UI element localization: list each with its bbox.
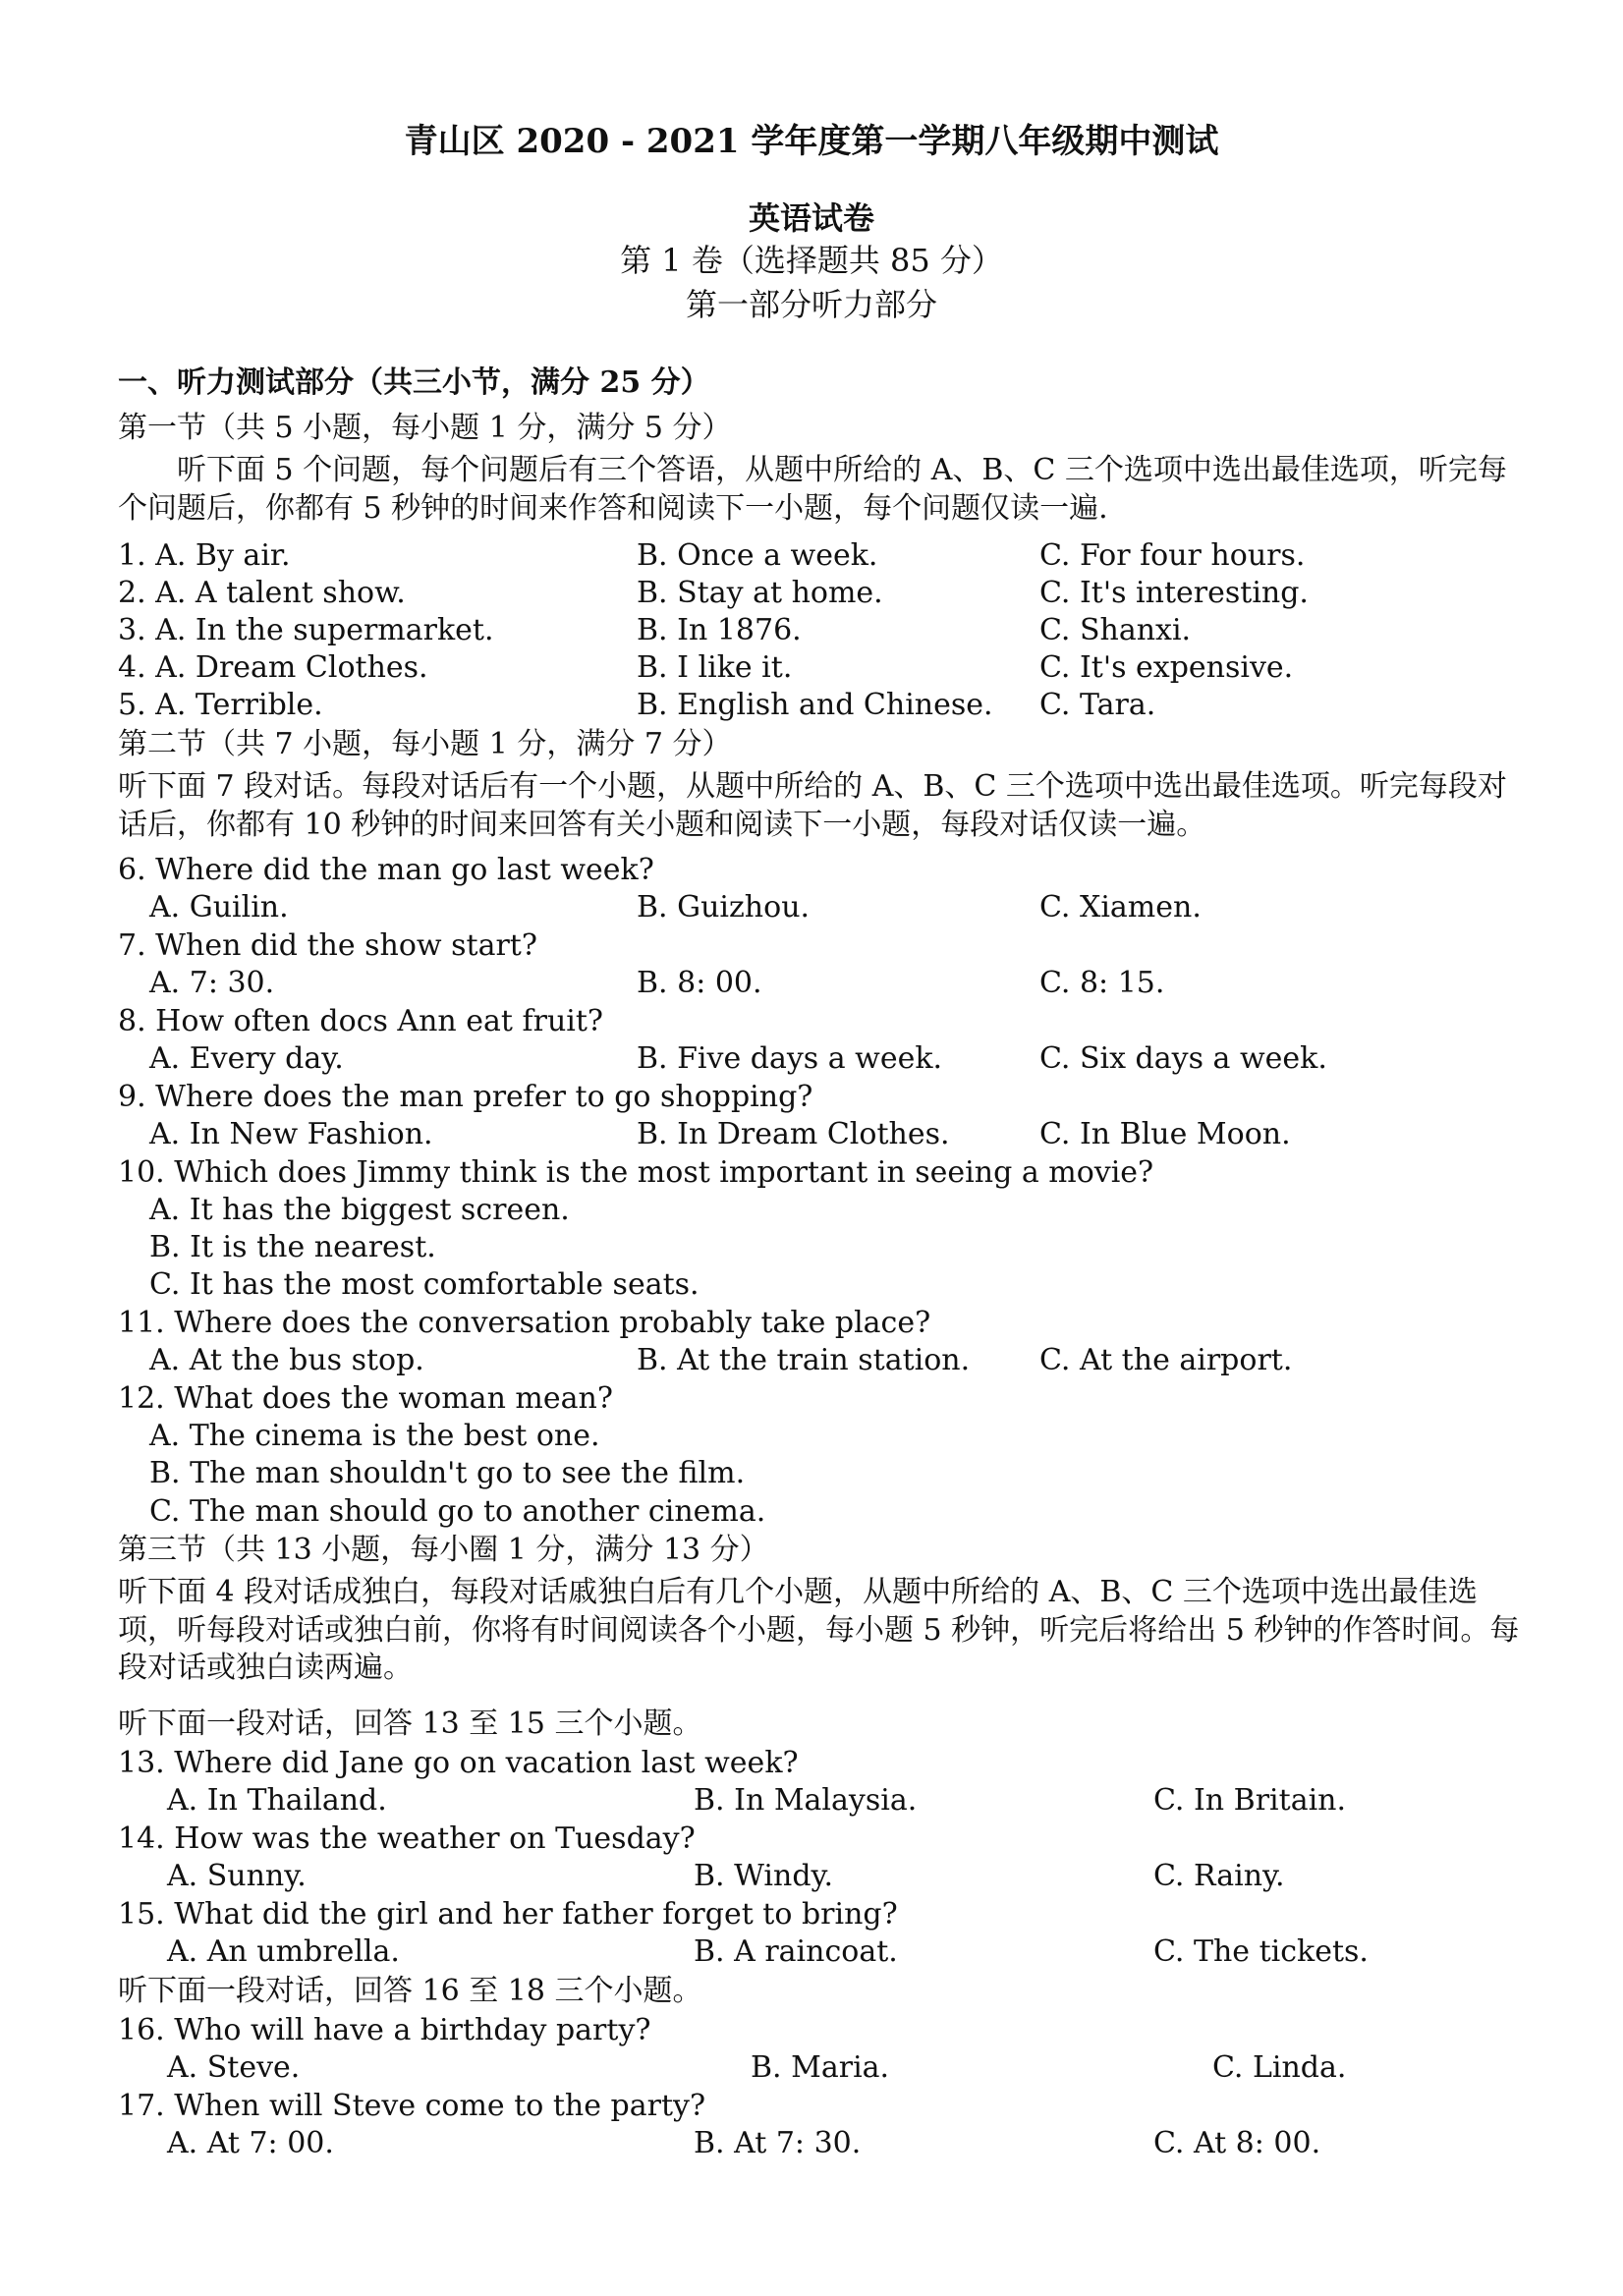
option-b: B. Once a week. <box>637 538 878 573</box>
question-stem: 12. What does the woman mean? <box>118 1381 613 1416</box>
option-c: C. Xiamen. <box>1039 890 1202 924</box>
question-stem: 15. What did the girl and her father forget to bring? <box>118 1897 898 1932</box>
option-c: C. Rainy. <box>1153 1859 1285 1893</box>
option-c: C. It's interesting. <box>1039 576 1309 610</box>
part-title: 第一部分听力部分 <box>685 286 937 323</box>
exam-title: 青山区 2020 - 2021 学年度第一学期八年级期中测试 <box>404 122 1219 161</box>
option-b: B. Five days a week. <box>637 1041 943 1076</box>
question-stem: 6. Where did the man go last week? <box>118 853 654 887</box>
option-a: A. In New Fashion. <box>149 1117 433 1151</box>
question-stem: 13. Where did Jane go on vacation last week? <box>118 1746 799 1780</box>
option-b: B. The man shouldn't go to see the film. <box>149 1456 746 1490</box>
section-heading: 一、听力测试部分（共三小节，满分 25 分） <box>118 365 710 400</box>
option-a: 3. A. In the supermarket. <box>118 613 494 647</box>
subject-title: 英语试卷 <box>748 199 874 237</box>
question-stem: 7. When did the show start? <box>118 928 537 963</box>
option-a: 1. A. By air. <box>118 538 291 573</box>
sec3-heading: 第三节（共 13 小题，每小圈 1 分，满分 13 分） <box>118 1533 769 1567</box>
option-b: B. It is the nearest. <box>149 1230 436 1264</box>
option-a: A. It has the biggest screen. <box>149 1193 570 1227</box>
option-a: 4. A. Dream Clothes. <box>118 650 428 685</box>
option-c: C. In Blue Moon. <box>1039 1117 1291 1151</box>
option-b: B. 8: 00. <box>637 966 762 1000</box>
sec3-group-1: 听下面一段对话，回答 13 至 15 三个小题。 <box>118 1707 702 1741</box>
question-stem: 11. Where does the conversation probably take place? <box>118 1306 931 1340</box>
option-c: C. Linda. <box>1212 2050 1347 2085</box>
option-c: C. Six days a week. <box>1039 1041 1327 1076</box>
sec1-heading: 第一节（共 5 小题，每小题 1 分，满分 5 分） <box>118 411 732 445</box>
option-c: C. It's expensive. <box>1039 650 1294 685</box>
option-a: A. The cinema is the best one. <box>149 1419 600 1453</box>
option-c: C. It has the most comfortable seats. <box>149 1267 700 1302</box>
option-b: B. A raincoat. <box>694 1934 898 1969</box>
option-b: B. Windy. <box>694 1859 834 1893</box>
sec3-group-2: 听下面一段对话，回答 16 至 18 三个小题。 <box>118 1974 702 2008</box>
option-c: C. At the airport. <box>1039 1343 1293 1377</box>
option-a: A. Sunny. <box>167 1859 307 1893</box>
option-c: C. The man should go to another cinema. <box>149 1494 766 1529</box>
option-b: B. In 1876. <box>637 613 802 647</box>
option-b: B. English and Chinese. <box>637 688 993 722</box>
question-stem: 14. How was the weather on Tuesday? <box>118 1821 696 1856</box>
question-stem: 9. Where does the man prefer to go shopping? <box>118 1080 813 1114</box>
volume-title: 第 1 卷（选择题共 85 分） <box>620 242 1003 279</box>
sec2-instruction: 听下面 7 段对话。每段对话后有一个小题，从题中所给的 A、B、C 三个选项中选出最佳选项。听完每段对话后，你都有 10 秒钟的时间来回答有关小题和阅读下一小题，每段对话仅读一遍。 <box>118 769 1507 842</box>
question-stem: 8. How often docs Ann eat fruit? <box>118 1004 604 1038</box>
option-a: 2. A. A talent show. <box>118 576 406 610</box>
option-a: A. Steve. <box>167 2050 301 2085</box>
option-a: A. At the bus stop. <box>149 1343 424 1377</box>
option-a: A. An umbrella. <box>167 1934 400 1969</box>
option-a: A. Guilin. <box>149 890 289 924</box>
option-a: A. Every day. <box>149 1041 344 1076</box>
option-c: C. In Britain. <box>1153 1783 1347 1818</box>
question-stem: 16. Who will have a birthday party? <box>118 2013 651 2047</box>
question-stem: 10. Which does Jimmy think is the most important in seeing a movie? <box>118 1155 1154 1190</box>
option-a: A. 7: 30. <box>149 966 275 1000</box>
sec3-instruction: 听下面 4 段对话成独白，每段对话戚独白后有几个小题，从题中所给的 A、B、C 三个选项中选出最佳选项，听每段对话或独白前，你将有时间阅读各个小题，每小题 5 秒钟，听完后将给出 5 秒钟的作答时间。每段对话或独白读两遍。 <box>118 1575 1520 1685</box>
sec2-heading: 第二节（共 7 小题，每小题 1 分，满分 7 分） <box>118 727 732 761</box>
option-a: A. In Thailand. <box>167 1783 387 1818</box>
option-c: C. Tara. <box>1039 688 1156 722</box>
option-b: B. Stay at home. <box>637 576 883 610</box>
option-c: C. The tickets. <box>1153 1934 1369 1969</box>
question-stem: 17. When will Steve come to the party? <box>118 2089 706 2123</box>
option-c: C. 8: 15. <box>1039 966 1165 1000</box>
option-c: C. At 8: 00. <box>1153 2126 1321 2160</box>
option-b: B. In Malaysia. <box>694 1783 918 1818</box>
sec1-instruction: 听下面 5 个问题，每个问题后有三个答语，从题中所给的 A、B、C 三个选项中选出最佳选项，听完每个问题后，你都有 5 秒钟的时间来作答和阅读下一小题，每个问题仅读一遍. <box>118 453 1507 526</box>
option-b: B. I like it. <box>637 650 793 685</box>
option-b: B. At 7: 30. <box>694 2126 862 2160</box>
option-c: C. For four hours. <box>1039 538 1306 573</box>
option-b: B. Guizhou. <box>637 890 811 924</box>
option-a: 5. A. Terrible. <box>118 688 323 722</box>
option-b: B. In Dream Clothes. <box>637 1117 950 1151</box>
option-b: B. At the train station. <box>637 1343 971 1377</box>
option-b: B. Maria. <box>751 2050 890 2085</box>
option-a: A. At 7: 00. <box>167 2126 334 2160</box>
option-c: C. Shanxi. <box>1039 613 1192 647</box>
